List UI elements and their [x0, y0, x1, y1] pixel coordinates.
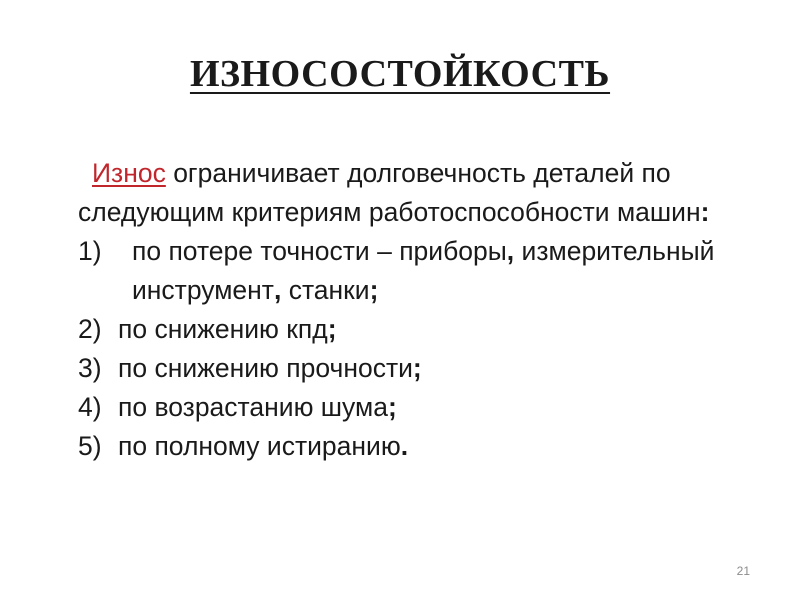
list-item-text-part: по полному истиранию	[118, 431, 401, 461]
list-item	[78, 349, 793, 388]
list-item-text-part: инструмент	[132, 275, 274, 305]
list-item-text-part: по возрастанию шума	[118, 392, 388, 422]
list-item	[78, 310, 793, 349]
list-item-semicolon: ;	[387, 392, 397, 422]
intro-line-2	[78, 193, 793, 232]
list-item-text	[132, 232, 714, 310]
list-item-text-part: станки	[281, 275, 370, 305]
intro-paragraph	[78, 154, 793, 232]
list-item-text	[118, 310, 337, 349]
list-item	[78, 232, 793, 310]
list-item-text	[118, 388, 397, 427]
list-item-period: .	[400, 431, 409, 461]
list-item-number: 2)	[78, 314, 102, 344]
list-item-number: 5)	[78, 431, 102, 461]
list-item-text	[118, 349, 422, 388]
list-item-comma: ,	[273, 275, 282, 305]
list-item-comma: ,	[506, 236, 515, 266]
list-item-semicolon: ;	[327, 314, 337, 344]
list-item-text-part: по снижению прочности	[118, 353, 413, 383]
criteria-list	[78, 232, 793, 466]
list-item-number: 1)	[78, 236, 102, 266]
page-number: 21	[736, 564, 750, 578]
list-item	[78, 388, 793, 427]
list-item-number: 4)	[78, 392, 102, 422]
slide-body	[78, 154, 793, 466]
list-item-number: 3)	[78, 353, 102, 383]
list-item-semicolon: ;	[412, 353, 422, 383]
intro-colon: :	[700, 197, 710, 227]
intro-line-1	[78, 154, 793, 193]
list-item	[78, 427, 793, 466]
intro-line-2-text: следующим критериям работоспособности машин	[78, 197, 701, 227]
list-item-text-part: по снижению кпд	[118, 314, 328, 344]
list-item-text-part: измерительный	[514, 236, 715, 266]
list-item-semicolon: ;	[369, 275, 379, 305]
slide-title: ИЗНОСОСТОЙКОСТЬ	[189, 53, 611, 95]
list-item-text-part: по потере точности – приборы	[132, 236, 507, 266]
list-item-text	[118, 427, 408, 466]
intro-line-1-text: ограничивает долговечность деталей по	[165, 158, 671, 188]
term-highlight: Износ	[92, 158, 166, 188]
